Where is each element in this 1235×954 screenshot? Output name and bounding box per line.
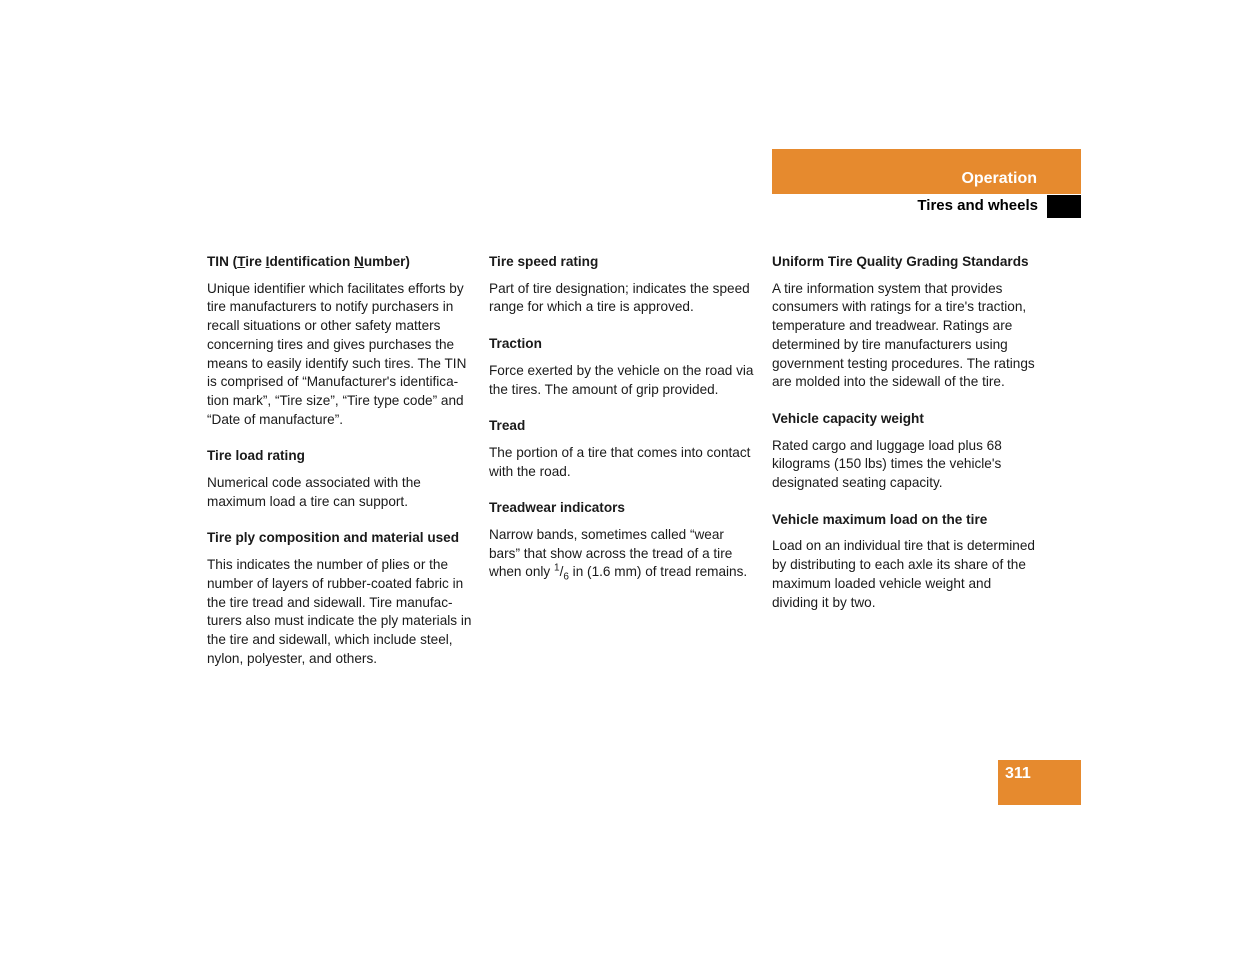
- glossary-definition: Unique identifier which facilitates efforts by tire manufacturers to notify purchasers in recall situations or other safety matters concerning tires and gives purchases the means to easily identify such tires. The TIN is comprised of “Manufacturer's identifica-tion mark”, “Tire size”, “Tire type code” and “Date of manufacture”.: [207, 280, 467, 427]
- glossary-definition: The portion of a tire that comes into contact with the road.: [489, 444, 751, 479]
- glossary-term: Tread: [489, 418, 526, 434]
- glossary-term: Traction: [489, 336, 542, 352]
- glossary-term: TIN (Tire Identification Number): [207, 254, 410, 269]
- glossary-entry-treadwear-indicators: [489, 499, 757, 582]
- glossary-term: Tire speed rating: [489, 254, 599, 269]
- section-tab-marker: [1047, 195, 1081, 218]
- fraction-denominator: 6: [563, 572, 569, 584]
- glossary-entry-traction: [489, 335, 757, 399]
- glossary-entry-tire-speed-rating: [489, 253, 757, 317]
- glossary-definition: Force exerted by the vehicle on the road via the tires. The amount of grip provided.: [489, 362, 754, 397]
- glossary-definition: Part of tire designation; indicates the speed range for which a tire is approved.: [489, 280, 750, 315]
- glossary-definition: Numerical code associated with the maximum load a tire can support.: [207, 475, 421, 509]
- glossary-column-3: [772, 253, 1040, 630]
- glossary-term: Uniform Tire Quality Grading Standards: [772, 254, 1029, 269]
- glossary-definition: Rated cargo and luggage load plus 68 kilograms (150 lbs) times the vehicle's designated seating capacity.: [772, 437, 1002, 491]
- glossary-definition: Load on an individual tire that is determined by distributing to each axle its share of the maximum loaded vehicle weight and dividing it by two.: [772, 538, 1035, 610]
- page-number-box: [998, 760, 1081, 805]
- glossary-term: Tire load rating: [207, 448, 305, 464]
- glossary-entry-tire-ply-composition: [207, 529, 475, 668]
- page-number: 311: [1005, 765, 1031, 782]
- glossary-entry-tin: [207, 253, 475, 429]
- glossary-entry-vehicle-capacity-weight: [772, 410, 1040, 493]
- glossary-term: Tire ply composition and material used: [207, 530, 460, 546]
- section-header-bar: [772, 149, 1081, 194]
- glossary-definition: A tire information system that provides consumers with ratings for a tire's traction, temperature and treadwear. Ratings are determined by tire manufacturers using government testing procedures. The ratings are molded into the sidewall of the tire.: [772, 280, 1035, 390]
- section-title: Operation: [961, 170, 1037, 187]
- glossary-entry-tire-load-rating: [207, 447, 475, 511]
- glossary-definition: Narrow bands, sometimes called “wear bars” that show across the tread of a tire when only $^1/_6$ in (1.6 mm) of tread remains.: [489, 527, 748, 584]
- glossary-term: Treadwear indicators: [489, 500, 625, 516]
- fraction-separator: /: [559, 564, 564, 580]
- glossary-entry-tread: [489, 417, 757, 481]
- fraction-numerator: 1: [554, 562, 560, 574]
- glossary-term: Vehicle capacity weight: [772, 410, 924, 426]
- subsection-title: Tires and wheels: [917, 197, 1038, 214]
- glossary-column-2: [489, 253, 757, 600]
- glossary-definition: This indicates the number of plies or the number of layers of rubber-coated fabric in the tire tread and sidewall. Tire manufac-turers also must indicate the ply materials in the tire and sidewall, which include steel, nylon, polyester, and others.: [207, 557, 472, 666]
- glossary-term: Vehicle maximum load on the tire: [772, 511, 988, 527]
- glossary-column-1: [207, 253, 475, 686]
- glossary-entry-vehicle-max-load-tire: [772, 511, 1040, 613]
- glossary-entry-utqgs: [772, 253, 1040, 392]
